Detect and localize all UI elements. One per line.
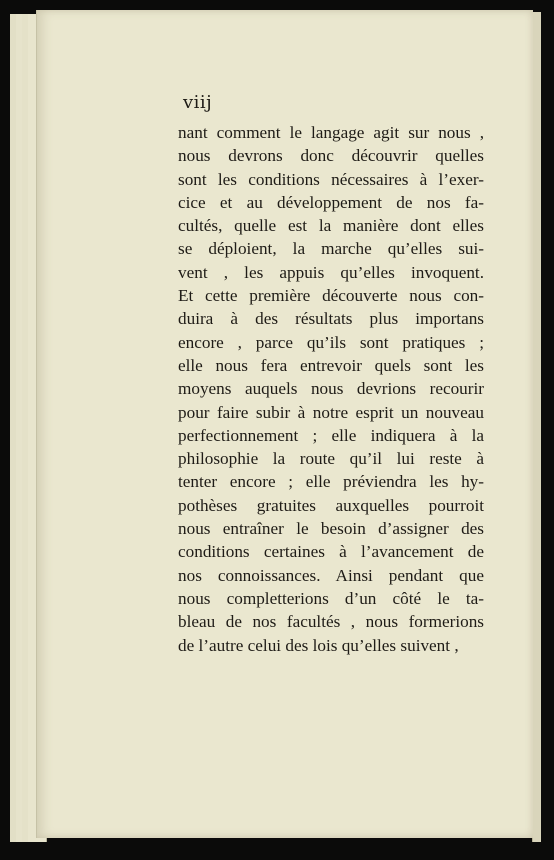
text-line: encore , parce qu’ils sont pratiques ;: [178, 332, 484, 352]
text-line: bleau de nos facultés , nous formerions: [178, 612, 484, 632]
body-text: [178, 121, 484, 657]
text-line: nous devrons donc découvrir quelles: [178, 146, 484, 166]
text-line: pothèses gratuites auxquelles pourroit: [178, 495, 484, 515]
text-line: sont les conditions nécessaires à l’exer-: [178, 169, 484, 189]
text-line: perfectionnement ; elle indiquera à la: [178, 425, 484, 445]
text-line: cice et au développement de nos fa-: [178, 192, 484, 212]
text-line: vent , les appuis qu’elles invoquent.: [178, 262, 484, 282]
text-line: tenter encore ; elle préviendra les hy-: [178, 472, 484, 492]
text-line: nous entraîner le besoin d’assigner des: [178, 519, 484, 539]
page-number: viij: [183, 92, 213, 113]
text-line: conditions certaines à l’avancement de: [178, 542, 484, 562]
text-line: nos connoissances. Ainsi pendant que: [178, 565, 484, 585]
text-line: nant comment le langage agit sur nous ,: [178, 123, 484, 142]
text-line: moyens auquels nous devrions recourir: [178, 379, 484, 399]
text-line: de l’autre celui des lois qu’elles suivent ,: [178, 635, 459, 655]
text-line: duira à des résultats plus importans: [178, 309, 484, 329]
text-line: cultés, quelle est la manière dont elles: [178, 216, 484, 236]
text-line: pour faire subir à notre esprit un nouveau: [178, 402, 484, 422]
text-line: Et cette première découverte nous con-: [178, 286, 484, 306]
text-line: elle nous fera entrevoir quels sont les: [178, 355, 484, 375]
text-line: nous completterions d’un côté le ta-: [178, 588, 484, 608]
text-line: se déploient, la marche qu’elles sui-: [178, 239, 484, 259]
right-page-edge: [532, 12, 541, 842]
text-line: philosophie la route qu’il lui reste à: [178, 449, 484, 469]
